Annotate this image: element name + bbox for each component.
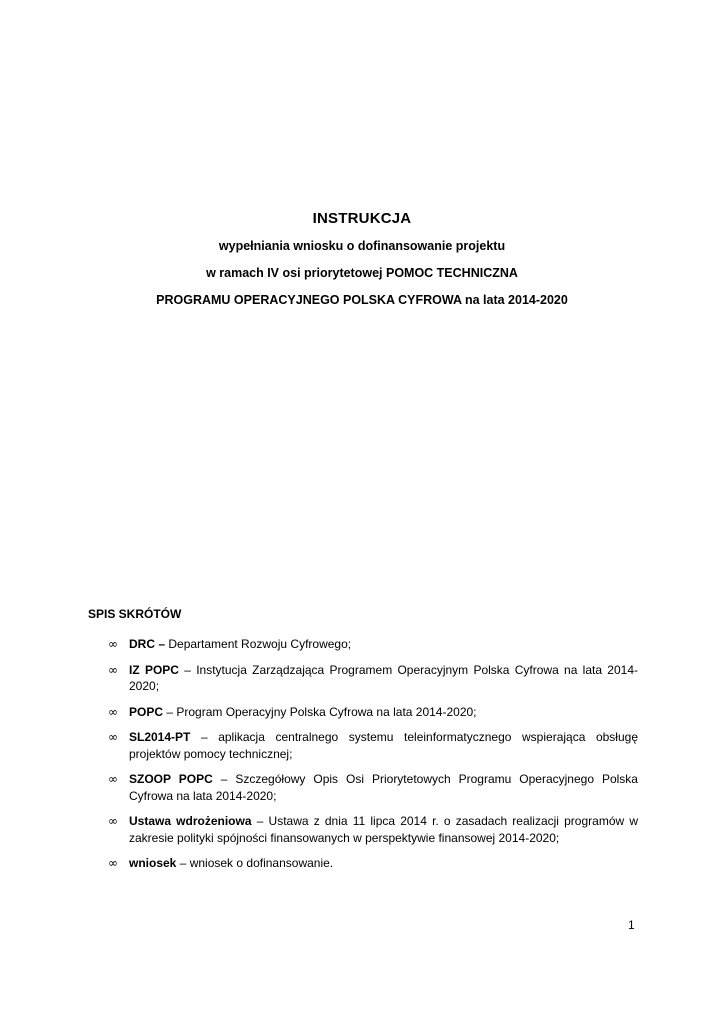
list-item bbox=[108, 729, 638, 762]
list-item bbox=[108, 704, 638, 721]
abbreviation-list bbox=[108, 636, 638, 881]
subtitle-line: wypełniania wniosku o dofinansowanie projektu bbox=[218, 239, 506, 253]
subtitle-line: PROGRAMU OPERACYJNEGO POLSKA CYFROWA na lata 2014-2020 bbox=[156, 293, 568, 307]
subtitle-line: w ramach IV osi priorytetowej POMOC TECHNICZNA bbox=[206, 266, 518, 280]
document-title: INSTRUKCJA bbox=[312, 210, 412, 227]
abbreviation-term: wniosek bbox=[129, 856, 177, 870]
abbreviation-definition: – aplikacja centralnego systemu teleinformatycznego wspierająca obsługę projektów pomocy technicznej; bbox=[129, 730, 638, 761]
abbreviation-term: Ustawa wdrożeniowa bbox=[129, 814, 252, 828]
list-item bbox=[108, 636, 638, 653]
abbreviation-term: SL2014-PT bbox=[129, 730, 191, 744]
page-number: 1 bbox=[628, 918, 635, 932]
infinity-bullet-icon: ∞ bbox=[108, 772, 118, 786]
list-item bbox=[108, 855, 638, 872]
infinity-bullet-icon: ∞ bbox=[108, 856, 118, 870]
abbreviation-term: SZOOP POPC bbox=[129, 772, 213, 786]
abbreviation-definition: – Instytucja Zarządzająca Programem Operacyjnym Polska Cyfrowa na lata 2014-2020; bbox=[129, 662, 638, 693]
abbreviation-definition: – wniosek o dofinansowanie. bbox=[176, 856, 334, 870]
abbreviation-term: DRC – bbox=[129, 637, 166, 651]
infinity-bullet-icon: ∞ bbox=[108, 637, 118, 651]
abbreviation-definition: – Program Operacyjny Polska Cyfrowa na lata 2014-2020; bbox=[163, 704, 477, 719]
abbreviation-definition: – Ustawa z dnia 11 lipca 2014 r. o zasadach realizacji programów w zakresie polityki spójności finansowanych w perspektywie finansowej 2014-2020; bbox=[129, 814, 638, 845]
infinity-bullet-icon: ∞ bbox=[108, 730, 118, 744]
abbreviation-term: POPC bbox=[129, 704, 164, 719]
infinity-bullet-icon: ∞ bbox=[108, 704, 118, 719]
list-item bbox=[108, 662, 638, 695]
list-item bbox=[108, 771, 638, 804]
section-heading: SPIS SKRÓTÓW bbox=[88, 607, 182, 621]
list-item bbox=[108, 813, 638, 846]
title-block bbox=[0, 210, 724, 320]
abbreviation-term: IZ POPC bbox=[129, 662, 179, 677]
infinity-bullet-icon: ∞ bbox=[108, 662, 118, 677]
infinity-bullet-icon: ∞ bbox=[108, 814, 118, 828]
abbreviation-definition: – Szczegółowy Opis Osi Priorytetowych Programu Operacyjnego Polska Cyfrowa na lata 2014-2020; bbox=[129, 772, 638, 803]
abbreviation-definition: Departament Rozwoju Cyfrowego; bbox=[165, 637, 352, 651]
